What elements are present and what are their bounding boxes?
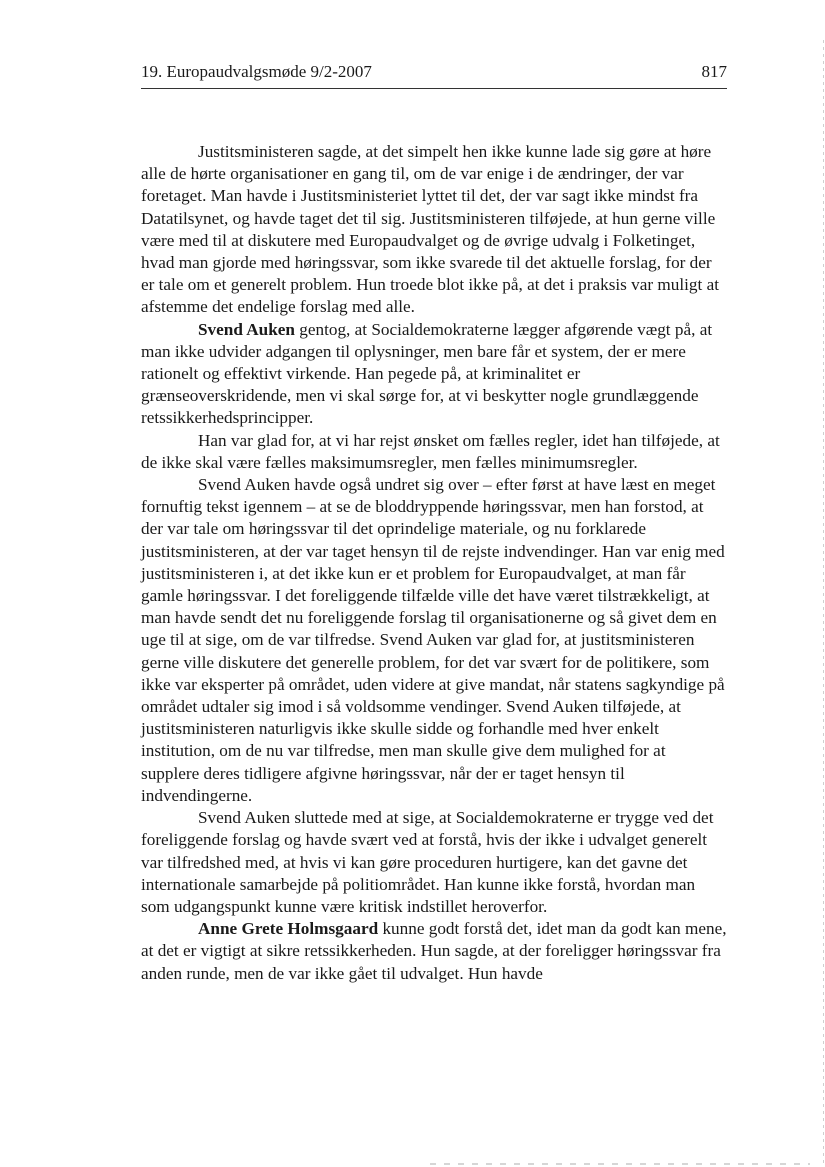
paragraph	[141, 141, 727, 319]
paragraph	[141, 319, 727, 430]
scan-bottom-noise	[430, 1163, 810, 1165]
paragraph-text: gentog, at Socialdemokraterne lægger afgørende vægt på, at man ikke udvider adgangen til oplysninger, men bare får et system, der er mere rationelt og effektivt virkende. Han pegede på, at kriminalitet er grænseoverskridende, men vi skal sørge for, at vi beskytter nogle grundlæggende retssikkerhedsprincipper.	[141, 319, 713, 428]
page-header	[141, 62, 727, 89]
paragraph	[141, 430, 727, 474]
speaker-name: Svend Auken	[198, 319, 295, 339]
body-text	[141, 141, 727, 985]
paragraph	[141, 918, 727, 985]
speaker-name: Anne Grete Holmsgaard	[198, 919, 379, 939]
scan-edge-line	[823, 40, 824, 1167]
paragraph-text: Svend Auken sluttede med at sige, at Socialdemokraterne er trygge ved det foreliggende forslag og havde svært ved at forstå, hvis der ikke i udvalget generelt var tilfredshed med, at hvis vi kan gøre proceduren hurtigere, kan det gavne det internationale samarbejde på politiområdet. Han kunne ikke forstå, hvordan man som udgangspunkt kunne være kritisk indstillet heroverfor.	[141, 808, 714, 916]
paragraph	[141, 474, 727, 807]
paragraph-text: Justitsministeren sagde, at det simpelt hen ikke kunne lade sig gøre at høre alle de hørte organisationer en gang til, om de var enige i de ændringer, der var foretaget. Man havde i Justitsministeriet lyttet til det, der var sagt ikke mindst fra Datatilsynet, og havde taget det til sig. Justitsministeren tilføjede, at hun gerne ville være med til at diskutere med Europaudvalget og de øvrige udvalg i Folketinget, hvad man gjorde med høringssvar, som ikke svarede til det aktuelle forslag, for der er tale om et generelt problem. Hun troede blot ikke på, at det i praksis var muligt at afstemme det endelige forslag med alle.	[141, 142, 719, 317]
paragraph	[141, 807, 727, 918]
paragraph-text: kunne godt forstå det, idet man da godt kan mene, at det er vigtigt at sikre retssikkerheden. Hun sagde, at der foreligger høringssvar fra anden runde, men de var ikke gået til udvalget. Hun havde	[141, 919, 727, 983]
page-number: 817	[701, 62, 727, 81]
paragraph-text: Svend Auken havde også undret sig over – efter først at have læst en meget fornuftig tekst igennem – at se de bloddryppende høringssvar, men han forstod, at der var tale om høringssvar til det oprindelige materiale, og nu forklarede justitsministeren, at der var taget hensyn til de rejste indvendinger. Han var enig med justitsministeren i, at det ikke kun er et problem for Europaudvalget, at man får gamle høringssvar. I det foreliggende tilfælde ville det have været tilstrækkeligt, at man havde sendt det nu foreliggende forslag til organisationerne og så givet dem en uge til at sige, om de var tilfredse. Svend Auken var glad for, at justitsministeren gerne ville diskutere det generelle problem, for det var svært for de politikere, som ikke var eksperter på området, uden videre at give mandat, når statens sagkyndige på området udtaler sig imod i så voldsomme vendinger. Svend Auken tilføjede, at justitsministeren naturligvis ikke skulle sidde og forhandle med hver enkelt institution, om de nu var tilfredse, men man skulle give dem mulighed for at supplere deres tidligere afgivne høringssvar, når der er taget hensyn til indvendingerne.	[141, 475, 725, 805]
paragraph-text: Han var glad for, at vi har rejst ønsket om fælles regler, idet han tilføjede, at de ikke skal være fælles maksimumsregler, men fælles minimumsregler.	[141, 430, 720, 472]
header-title: 19. Europaudvalgsmøde 9/2-2007	[141, 62, 372, 81]
